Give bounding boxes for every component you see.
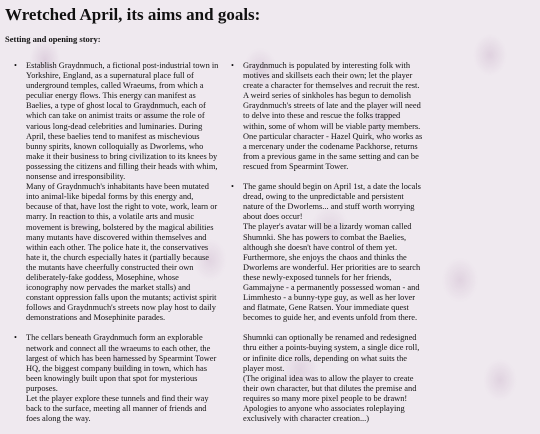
paragraph: The cellars beneath Graydnmuch form an explorable network and connect all the wraeums to each other, the largest of which has been harnessed by Spearmint Tower HQ, the biggest company building in town, which has been knowingly built upon that spot for mysterious purposes. — [26, 333, 217, 393]
bullet-icon: • — [14, 333, 17, 343]
list-item — [231, 61, 423, 172]
left-column-list — [14, 61, 220, 434]
paragraph: Let the player explore these tunnels and find their way back to the surface, meeting all manner of friends and foes along the way. — [26, 394, 209, 424]
paragraph: The game should begin on April 1st, a date the locals dread, owing to the unpredictable and persistent nature of the Dworlems... and stuff worth worrying about does occur! — [243, 182, 421, 222]
paragraph: (The original idea was to allow the player to create their own character, but that dilutes the premise and requires so many more pixel people to be drawn! Apologies to anyone who associates roleplaying exclusively with character creation...) — [243, 373, 417, 424]
paragraph: Shumnki can optionally be renamed and redesigned thru either a points-buying system, a single dice roll, or infinite dice rolls, depending on what suits the player most. — [243, 333, 420, 373]
list-item — [14, 333, 220, 424]
list-item — [14, 61, 220, 323]
paragraph: Graydnmuch is populated by interesting folk with motives and skillsets each their own; let the player create a character for themselves and recruit the rest. A weird series of sinkholes has begun to demolish Graydnmuch's streets of late and the player will need to delve into these and rescue the folks trapped within, some of whom will be viable party members. One particular character - Hazel Quirk, who works as a mercenary under the codename Packhorse, returns from a previous game in the same setting and can be rescued from Spearmint Tower. — [243, 61, 423, 171]
right-column-list — [231, 61, 423, 434]
bullet-icon: • — [14, 61, 17, 70]
bullet-icon: • — [231, 61, 234, 70]
list-item — [231, 182, 423, 424]
paragraph: The player's avatar will be a lizardy woman called Shumnki. She has powers to combat the Baelies, although she doesn't have control of them yet. Furthermore, she enjoys the chaos and thinks the Dworlems are wonderful. Her priorities are to search these newly-exposed tunnels for her friends, Gammajyne - a permanently possessed woman - and Limmhesto - a bunny-type guy, as well as her lover and flatmate, Gene Ratsen. Your immediate quest becomes to guide her, and events unfold from there. — [243, 222, 421, 323]
bullet-icon: • — [231, 182, 234, 192]
section-heading: Setting and opening story: — [5, 34, 101, 44]
page-title: Wretched April, its aims and goals: — [5, 5, 261, 24]
paragraph: Many of Graydnmuch's inhabitants have been mutated into animal-like bipedal forms by this energy and, because of that, have lost the right to vote, work, learn or marry. In reaction to this, a volatile arts and music movement is brewing, bolstered by the magical abilities many mutants have discovered within themselves and within each other. The police hate it, the conservatives hate it, the church especially hates it (partially because the mutants have cheerfully constructed their own deliberately-fake goddess, Mosephine, whose iconography now pervades the market stalls) and constant oppression falls upon the mutants; activist spirit follows and Graydnmuch's streets now play host to daily demonstrations and Mosephinite parades. — [26, 182, 218, 323]
paragraph: Establish Graydnmuch, a fictional post-industrial town in Yorkshire, England, as a supernatural place full of underground temples, called Wraeums, from which a peculiar energy flows. This energy can manifest as Baelies, a type of ghost local to Graydnmuch, each of which can take on animist traits or assume the role of various long-dead celebrities and luminaries. During April, these baelies tend to manifest as mischevious bunny spirits, known colloquially as Dworlems, who make it their business to bring civilization to its knees by possessing the citizens and filling their heads with whim, nonsense and irresponsibility. — [26, 61, 219, 182]
